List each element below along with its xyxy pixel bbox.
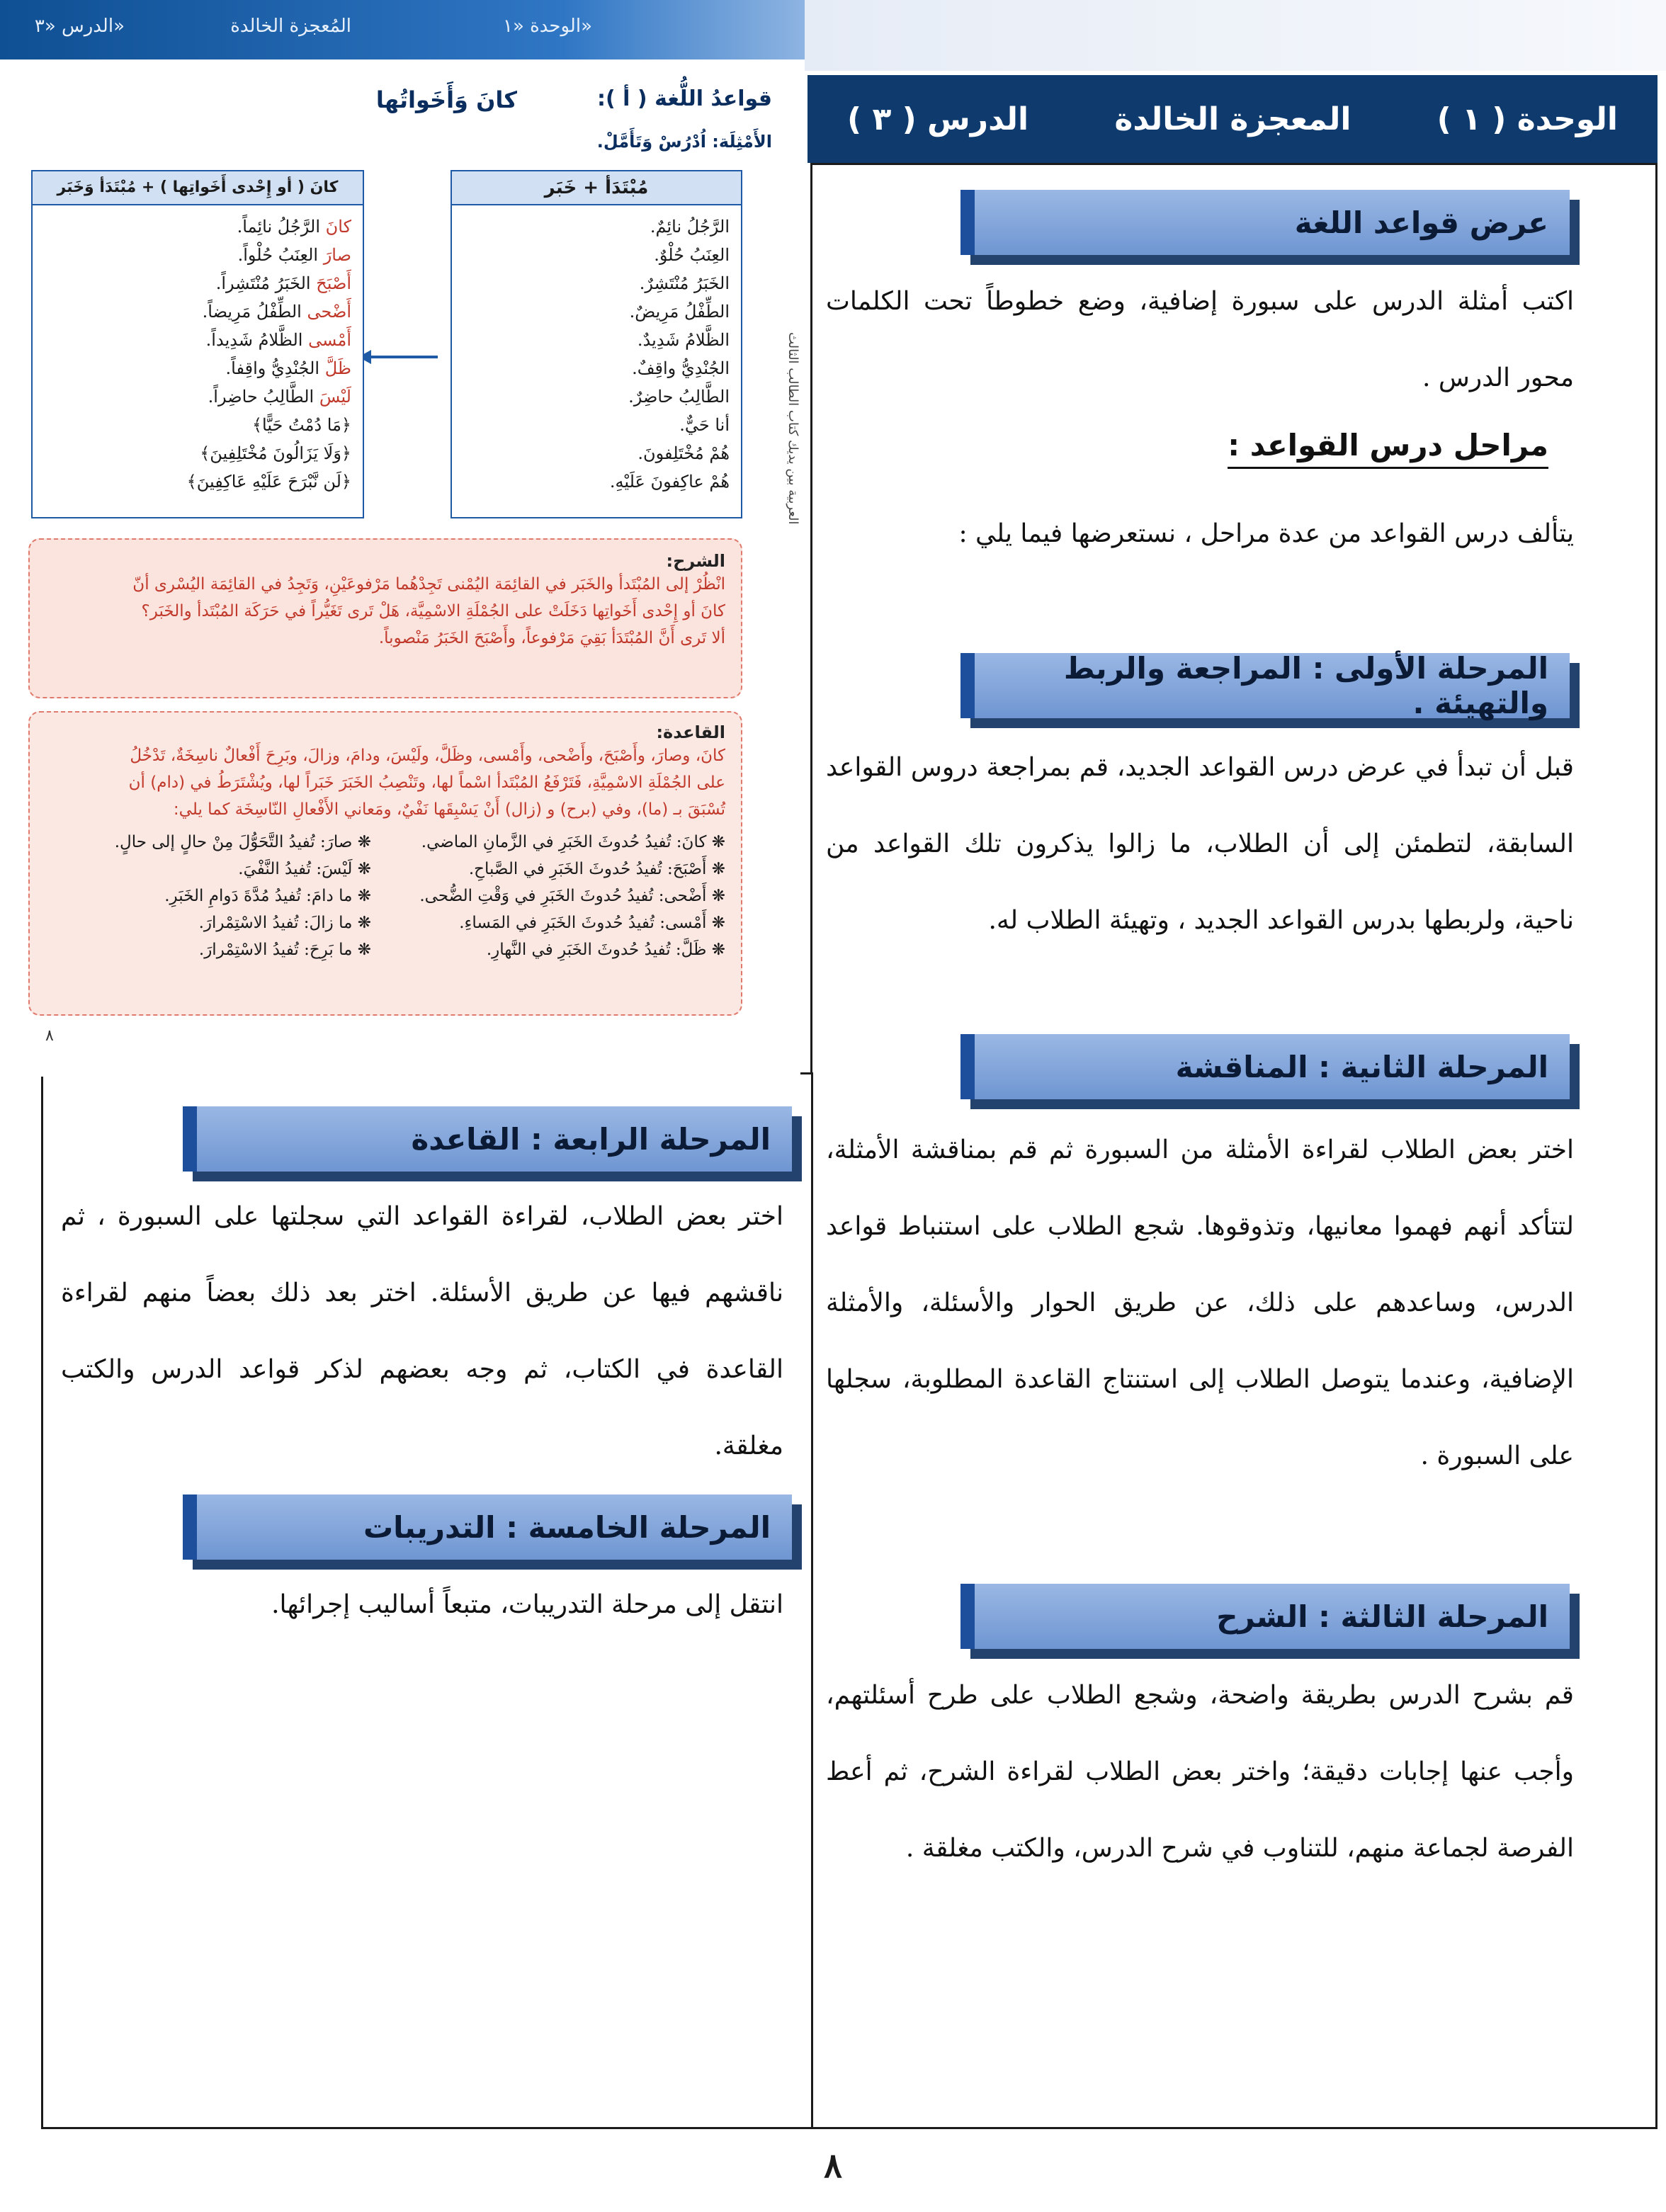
meaning-item: ❋ ما دامَ: تُفيدُ مُدَّةَ دَوامِ الخَبَرِ.: [164, 887, 371, 905]
lesson-header: [808, 75, 1658, 163]
meaning-item: ❋ كانَ: تُفيدُ حُدوثَ الخَبَرِ في الزَّمانِ الماضي.: [421, 833, 725, 851]
top-strip-unit: الوحدة «١»: [503, 16, 592, 37]
stage-4-text: اختر بعض الطلاب، لقراءة القواعد التي سجلتها على السبورة ، ثم ناقشهم فيها عن طريق الأسئلة. اختر بعد ذلك بعضاً منهم لقراءة القاعدة في الكتاب، ثم وجه بعضهم لذكر قواعد الدرس والكتب مغلقة.: [61, 1202, 783, 1461]
meaning-item: ❋ ما زالَ: تُفيدُ الاسْتِمْرارَ.: [198, 914, 371, 932]
table-row: ظَلَّ الجُنْدِيُّ واقِفاً.: [225, 358, 351, 378]
arrow-left-icon: [356, 343, 441, 371]
table-row: هُمْ مُخْتَلِفونَ.: [638, 443, 730, 463]
meaning-item: ❋ ما بَرِحَ: تُفيدُ الاسْتِمْرارَ.: [198, 941, 371, 959]
table-header: مُبْتَدَأ + خَبَر: [452, 171, 741, 205]
section-title-stage-1: المرحلة الأولى : المراجعة والربط والتهيئة .: [960, 653, 1570, 718]
stage-1-text: قبل أن تبدأ في عرض درس القواعد الجديد، قم بمراجعة دروس القواعد السابقة، لتطمئن إلى أن الطلاب، ما زالوا يذكرون تلك القواعد من ناحية، ولربطها بدرس القواعد الجديد ، وتهيئة الطلاب له.: [826, 753, 1574, 935]
table-row: الطَّالِبُ حاضِرٌ.: [628, 387, 730, 407]
meaning-item: ❋ أَضْحى: تُفيدُ حُدوثَ الخَبَرِ في وَقْتِ الضُّحى.: [419, 887, 725, 905]
table-row: ﴿مَا دُمْتُ حَيًّا﴾: [251, 415, 351, 435]
table-row: العِنَبُ حُلْوٌ.: [654, 245, 730, 265]
meaning-item: ❋ صارَ: تُفيدُ التَّحَوُّلَ مِنْ حالٍ إلى حالٍ.: [114, 833, 371, 851]
stage-3-text: قم بشرح الدرس بطريقة واضحة، وشجع الطلاب على طرح أسئلتهم، وأجب عنها إجابات دقيقة؛ واختر بعض الطلاب لقراءة الشرح، ثم أعط الفرصة لجماعة منهم، للتناوب في شرح الدرس، والكتب مغلقة .: [826, 1681, 1574, 1863]
table-row: ﴿وَلَا يَزَالُونَ مُخْتَلِفِينَ﴾: [200, 443, 351, 463]
stage-2-text: اختر بعض الطلاب لقراءة الأمثلة من السبورة ثم قم بمناقشة الأمثلة، لتتأكد أنهم فهموا معانيها، وتذوقوها. شجع الطلاب على استنباط قواعد الدرس، وساعدهم على ذلك، عن طريق الحوار والأسئلة، والأمثلة الإضافية، وعندما يتوصل الطلاب إلى استنتاج القاعدة المطلوبة، سجلها على السبورة .: [826, 1135, 1574, 1470]
table-row: صارَ العِنَبُ حُلْواً.: [237, 245, 351, 265]
header-lesson: الدرس ( ٣ ): [847, 101, 1029, 137]
table-row: أنا حَيٌّ.: [679, 415, 730, 435]
table-header: كانَ ( أو إِحْدى أَخَواتِها ) + مُبْتَدَأ وَخَبَر: [33, 171, 363, 205]
stages-heading: مراحل درس القواعد :: [1228, 428, 1548, 469]
student-book-page: [14, 71, 800, 1077]
top-strip-title: المُعجزة الخالدة: [230, 16, 351, 37]
examples-label: الأَمْثِلَة: اُدْرُسْ وَتَأَمَّلْ.: [596, 132, 772, 152]
meaning-item: ❋ أَمْسى: تُفيدُ حُدوثَ الخَبَرِ في المَساءِ.: [459, 914, 725, 932]
kana-sisters-table: [31, 170, 364, 518]
book-heading: قواعدُ اللُّغة ( أ ):: [597, 86, 772, 111]
table-row: ﴿لَن نَّبْرَحَ عَلَيْهِ عَاكِفِينَ﴾: [186, 472, 351, 492]
rule-title: القاعدة:: [656, 722, 725, 742]
rule-line: كانَ، وصارَ، وأَصْبَحَ، وأَضْحى، وأَمْسى، وظَلَّ، ولَيْسَ، ودامَ، وزالَ، وبَرِحَ أَفْعالٌ ناسِخَةٌ، تَدْخُلُ: [130, 747, 725, 765]
book-side-text: العربية بين يديك كتاب الطالب الثالث: [786, 331, 800, 524]
header-unit: الوحدة ( ١ ): [1436, 101, 1618, 137]
table-row: الرَّجُلُ نائِمٌ.: [650, 217, 730, 237]
section-title-stage-3: المرحلة الثالثة : الشرح: [960, 1584, 1570, 1649]
table-row: أَصْبَحَ الخَبَرُ مُنْتَشِراً.: [215, 273, 351, 293]
stages-intro: يتألف درس القواعد من عدة مراحل ، نستعرضها فيما يلي :: [958, 519, 1574, 548]
explanation-line: كانَ أو إِحْدى أَخَواتِها دَخَلَتْ على الجُمْلَةِ الاسْمِيَّة، هَلْ تَرى تَغَيُّراً في حَرَكَة المُبْتَدأ والخَبَر؟: [141, 602, 725, 620]
explanation-line: انْظُرْ إلى المُبْتَدأ والخَبَر في القائِمَة اليُمْنى تَجِدْهُما مَرْفوعَيْنِ، وَتَجِدُ في القائِمَة اليُسْرى أنّ: [132, 575, 725, 594]
meaning-item: ❋ أَصْبَحَ: تُفيدُ حُدوثَ الخَبَرِ في الصَّباحِ.: [468, 860, 725, 878]
meaning-item: ❋ لَيْسَ: تُفيدُ النَّفْيَ.: [238, 860, 371, 878]
table-row: الطِّفْلُ مَرِيضٌ.: [629, 302, 730, 322]
table-row: لَيْسَ الطَّالِبُ حاضِراً.: [208, 387, 351, 407]
display-rules-text: اكتب أمثلة الدرس على سبورة إضافية، وضع خطوطاً تحت الكلمات محور الدرس .: [826, 287, 1574, 392]
explanation-line: ألا تَرى أَنَّ المُبْتَدَأ بَقِيَ مَرْفوعاً، وأَصْبَحَ الخَبَرُ مَنْصوباً.: [378, 629, 725, 647]
section-title-stage-2: المرحلة الثانية : المناقشة: [960, 1034, 1570, 1099]
meaning-item: ❋ ظَلَّ: تُفيدُ حُدوثَ الخَبَرِ في النَّهارِ.: [486, 941, 725, 959]
book-top-strip: [0, 0, 805, 59]
explanation-title: الشرح:: [666, 551, 725, 571]
table-row: أَضْحى الطِّفْلُ مَرِيضاً.: [202, 302, 351, 322]
rule-line: تُسْبَقَ بـ (ما)، وفي (برح) و (زال) أَنْ يَسْبِقَها نَفْيٌ، ومَعاني الأَفْعالِ النّاسِخَة كما يلي:: [173, 800, 725, 819]
top-strip-lesson: الدرس «٣»: [34, 16, 125, 37]
rule-box: [28, 711, 742, 1016]
book-topic: كانَ وَأَخَواتُها: [375, 86, 517, 113]
section-title-display-rules: عرض قواعد اللغة: [960, 190, 1570, 255]
page-number: ٨: [824, 2146, 842, 2186]
table-row: هُمْ عاكِفونَ عَلَيْهِ.: [609, 472, 730, 492]
section-title-stage-5: المرحلة الخامسة : التدريبات: [183, 1494, 792, 1560]
table-row: الجُنْدِيُّ واقِفٌ.: [632, 358, 730, 378]
stage-5-text: انتقل إلى مرحلة التدريبات، متبعاً أساليب إجرائها.: [271, 1590, 783, 1619]
book-page-number: ٨: [45, 1027, 54, 1045]
table-row: الخَبَرُ مُنْتَشِرٌ.: [639, 273, 730, 293]
rule-line: على الجُمْلَةِ الاسْمِيَّةِ، فَتَرْفَعُ المُبْتَدأ اسْماً لها، وتَنْصِبُ الخَبَرَ خَبَراً لها، ويُشْتَرَطُ في (دام) أن: [128, 773, 725, 792]
explanation-box: [28, 538, 742, 698]
header-background: [805, 0, 1666, 71]
section-title-stage-4: المرحلة الرابعة : القاعدة: [183, 1106, 792, 1172]
table-row: أَمْسى الظَّلامُ شَدِيداً.: [205, 330, 351, 350]
header-title: المعجزة الخالدة: [1114, 101, 1352, 137]
table-row: كانَ الرَّجُلُ نائِماً.: [237, 217, 351, 237]
table-row: الظَّلامُ شَدِيدٌ.: [637, 330, 730, 350]
nominal-sentence-table: [450, 170, 742, 518]
